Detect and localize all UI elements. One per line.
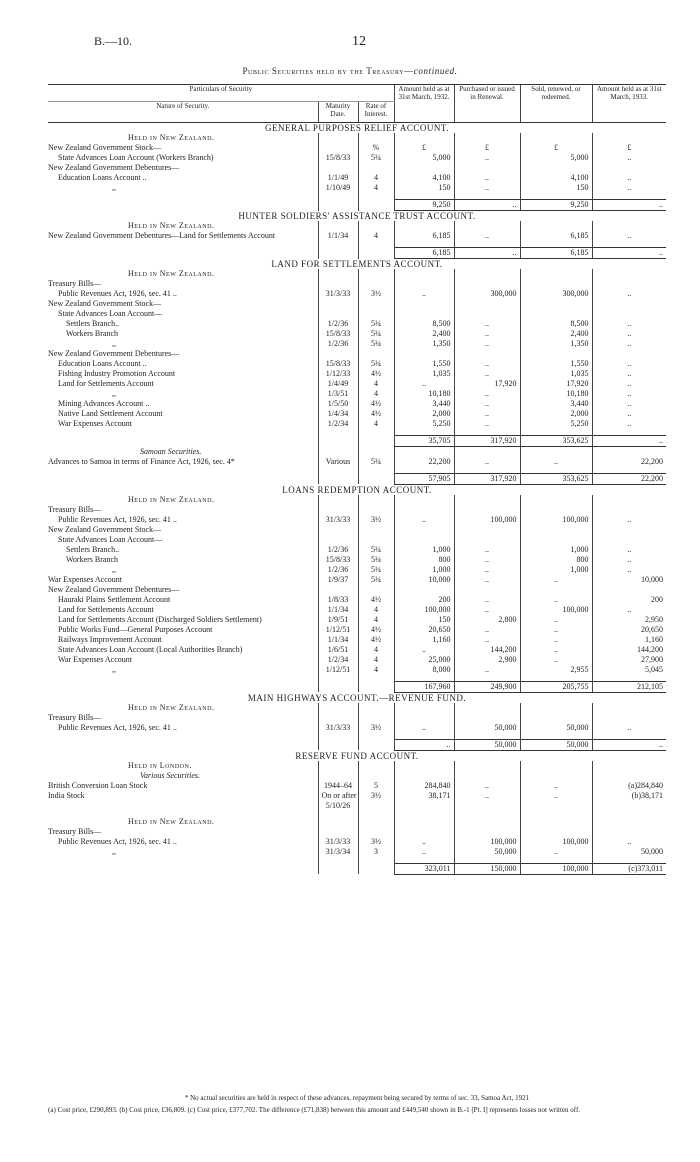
table-row: War Expenses Account 1/2/34 4 5,250 .. 5,250 ..: [48, 419, 666, 429]
table-row: Railways Improvement Account 1/1/34 4½ 1,160 .. .. 1,160: [48, 635, 666, 645]
table-row: Public Revenues Act, 1926, sec. 41 .. 31/3/33 3½ .. 100,000 100,000 ..: [48, 515, 666, 525]
table-row: Public Revenues Act, 1926, sec. 41 .. 31/3/33 3½ .. 300,000 300,000 ..: [48, 289, 666, 299]
table-row: Mining Advances Account .. 1/5/50 4½ 3,440 .. 3,440 ..: [48, 399, 666, 409]
table-row: Land for Settlements Account 1/1/34 4 100,000 .. 100,000 ..: [48, 605, 666, 615]
table-row: ,, 1/12/51 4 8,000 .. 2,955 5,045: [48, 665, 666, 675]
table-row: Public Revenues Act, 1926, sec. 41 .. 31/3/33 3½ .. 50,000 50,000 ..: [48, 723, 666, 733]
table-row: Land for Settlements Account 1/4/49 4 .. 17,920 17,920 ..: [48, 379, 666, 389]
page-number: 12: [352, 34, 366, 49]
securities-table: [48, 84, 666, 875]
section-title: MAIN HIGHWAYS ACCOUNT.—REVENUE FUND.: [247, 692, 467, 703]
table-row: Held in London.: [48, 761, 666, 771]
table-row: 5/10/26: [48, 801, 666, 811]
table-row: Held in New Zealand.: [48, 269, 666, 279]
col-purchased: Purchased or issued in Renewal.: [454, 85, 520, 123]
table-row: ,, 1/10/49 4 150 .. 150 ..: [48, 183, 666, 193]
table-row: Advances to Samoa in terms of Finance Act, 1926, sec. 4* Various 5¼ 22,200 .. .. 22,200: [48, 457, 666, 467]
table-row: ,, 31/3/34 3 .. 50,000 .. 50,000: [48, 847, 666, 857]
col-rate: Rate of Interest.: [358, 102, 394, 123]
table-row: British Conversion Loan Stock 1944–64 5 284,840 .. .. (a)284,840: [48, 781, 666, 791]
subtotal-row: 35,705 317,920 353,625 ..: [48, 436, 666, 447]
section-title: HUNTER SOLDIERS' ASSISTANCE TRUST ACCOUNT.: [238, 211, 476, 221]
table-row: State Advances Loan Account (Local Authorities Branch) 1/6/51 4 .. 144,200 .. 144,200: [48, 645, 666, 655]
total-row: 167,960 249,900 205,755 212,105: [48, 681, 666, 692]
table-row: Public Revenues Act, 1926, sec. 41 .. 31/3/33 3½ .. 100,000 100,000 ..: [48, 837, 666, 847]
table-row: Held in New Zealand.: [48, 221, 666, 231]
table-row: Land for Settlements Account (Discharged Soldiers Settlement) 1/9/51 4 150 2,800 .. 2,950: [48, 615, 666, 625]
total-row: 6,185 .. 6,185 ..: [48, 248, 666, 259]
col-held-1932: Amount held as at 31st March, 1932.: [394, 85, 454, 123]
table-row: New Zealand Government Debentures—Land for Settlements Account 1/1/34 4 6,185 .. 6,185 ..: [48, 231, 666, 241]
table-row: Treasury Bills—: [48, 505, 666, 515]
footnote-cost: (a) Cost price, £290,893. (b) Cost price, £36,809. (c) Cost price, £377,702. The difference (£71,838) between this amount and £449,540 shown in B.-1 [Pt. I] represents losses not written off.: [48, 1106, 581, 1114]
table-row: Treasury Bills—: [48, 827, 666, 837]
page-title: Public Securities held by the Treasury—continued.: [242, 66, 458, 76]
section-title: LOANS REDEMPTION ACCOUNT.: [282, 484, 432, 495]
table-row: State Advances Loan Account (Workers Branch) 15/8/33 5¼ 5,000 .. 5,000 ..: [48, 153, 666, 163]
table-row: Native Land Settlement Account 1/4/34 4½ 2,000 .. 2,000 ..: [48, 409, 666, 419]
table-row: Held in New Zealand.: [48, 817, 666, 827]
col-nature: Nature of Security.: [48, 102, 318, 123]
total-row: 9,250 .. 9,250 ..: [48, 200, 666, 211]
table-row: India Stock On or after 3½ 38,171 .. .. (b)38,171: [48, 791, 666, 801]
table-row: New Zealand Government Debentures—: [48, 585, 666, 595]
table-row: Workers Branch 15/8/33 5¼ 2,400 .. 2,400 ..: [48, 329, 666, 339]
col-held-1933: Amount held as at 31st March, 1933.: [592, 85, 666, 123]
section-title: LAND FOR SETTLEMENTS ACCOUNT.: [271, 259, 443, 269]
total-row: 323,011 150,000 100,000 (c)373,011: [48, 863, 666, 874]
section-title: GENERAL PURPOSES RELIEF ACCOUNT.: [264, 123, 450, 133]
table-row: Education Loans Account .. 15/8/33 5¼ 1,550 .. 1,550 ..: [48, 359, 666, 369]
table-row: Samoan Securities.: [48, 447, 666, 457]
table-row: New Zealand Government Stock— % £ £ £ £: [48, 143, 666, 153]
table-row: Treasury Bills—: [48, 713, 666, 723]
table-row: Settlers Branch.. 1/2/36 5¼ 1,000 .. 1,000 ..: [48, 545, 666, 555]
table-row: Fishing Industry Promotion Account 1/12/33 4½ 1,035 .. 1,035 ..: [48, 369, 666, 379]
table-row: Held in New Zealand.: [48, 133, 666, 143]
table-row: Settlers Branch.. 1/2/36 5¼ 8,500 .. 8,500 ..: [48, 319, 666, 329]
table-row: New Zealand Government Stock—: [48, 525, 666, 535]
section-title: RESERVE FUND ACCOUNT.: [295, 750, 419, 761]
table-row: Various Securities.: [48, 771, 666, 781]
table-row: New Zealand Government Stock—: [48, 299, 666, 309]
col-sold: Sold, renewed, or redeemed.: [520, 85, 592, 123]
table-row: Held in New Zealand.: [48, 495, 666, 505]
table-row: State Advances Loan Account—: [48, 535, 666, 545]
table-row: Held in New Zealand.: [48, 703, 666, 713]
table-row: War Expenses Account 1/9/37 5¼ 10,000 .. .. 10,000: [48, 575, 666, 585]
total-row: .. 50,000 50,000 ..: [48, 739, 666, 750]
table-row: ,, 1/2/36 5¼ 1,000 .. 1,000 ..: [48, 565, 666, 575]
table-row: War Expenses Account 1/2/34 4 25,000 2,900 .. 27,900: [48, 655, 666, 665]
table-row: Education Loans Account .. 1/1/49 4 4,100 .. 4,100 ..: [48, 173, 666, 183]
col-maturity: Maturity Date.: [318, 102, 358, 123]
table-row: Hauraki Plains Settlement Account 1/8/33 4½ 200 .. .. 200: [48, 595, 666, 605]
table-row: State Advances Loan Account—: [48, 309, 666, 319]
footnote-star: * No actual securities are held in respect of these advances, repayment being secured by terms of sec. 33, Samoa Act, 1921: [184, 1094, 530, 1102]
table-row: Public Works Fund—General Purposes Account 1/12/51 4½ 20,650 .. .. 20,650: [48, 625, 666, 635]
table-row: New Zealand Government Debentures—: [48, 349, 666, 359]
table-row: ,, 1/2/36 5¼ 1,350 .. 1,350 ..: [48, 339, 666, 349]
table-row: ,, 1/3/51 4 10,180 .. 10,180 ..: [48, 389, 666, 399]
table-row: Workers Branch 15/8/33 5¼ 800 .. 800 ..: [48, 555, 666, 565]
page-ref: B.—10.: [94, 34, 133, 48]
col-particulars: Particulars of Security: [48, 85, 394, 102]
total-row: 57,905 317,920 353,625 22,200: [48, 473, 666, 484]
table-row: Treasury Bills—: [48, 279, 666, 289]
table-row: New Zealand Government Debentures—: [48, 163, 666, 173]
